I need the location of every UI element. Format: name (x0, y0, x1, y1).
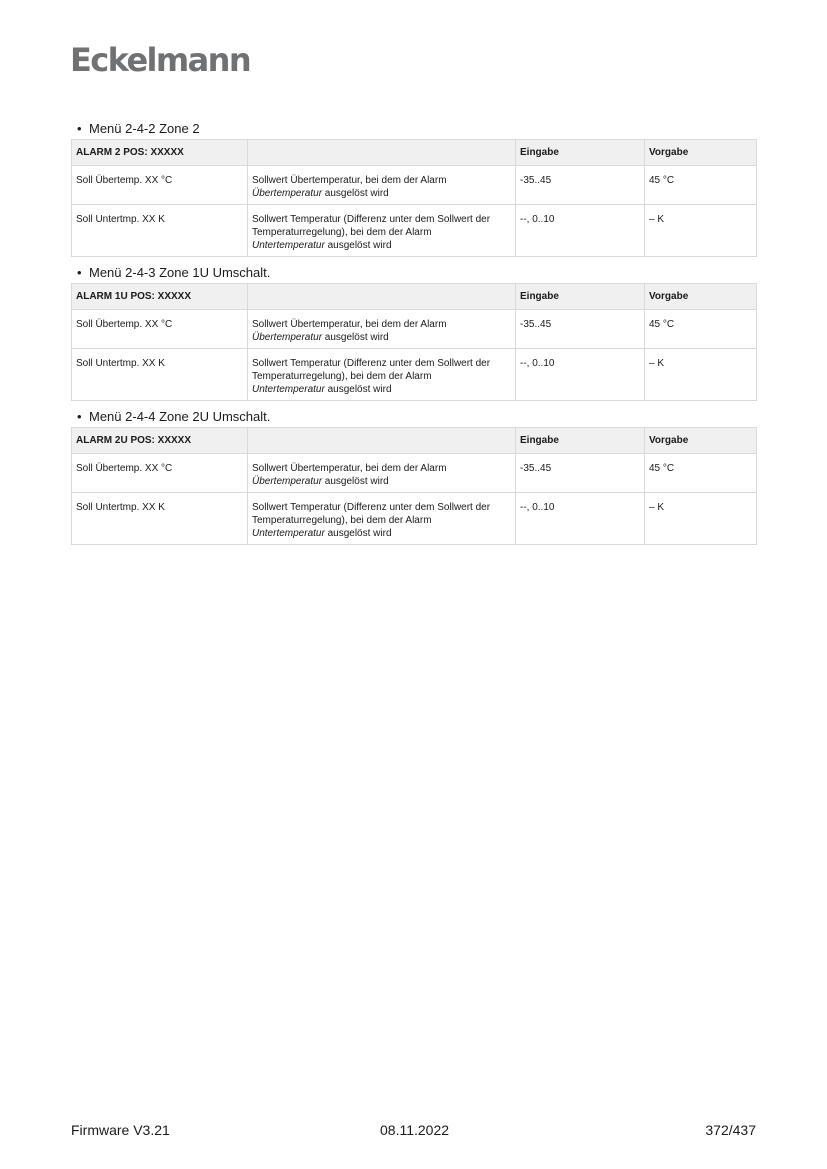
menu-heading-text: Menü 2-4-3 Zone 1U Umschalt. (89, 265, 271, 280)
header-vorgabe: Vorgabe (645, 428, 757, 454)
eckelmann-logo: Eckelmann (70, 41, 251, 79)
param-eingabe: -35..45 (516, 454, 645, 493)
table-header-row (72, 428, 757, 454)
table-row (72, 310, 757, 349)
param-eingabe: -35..45 (516, 310, 645, 349)
table-header-row (72, 140, 757, 166)
table-row (72, 349, 757, 401)
table-row (72, 493, 757, 545)
table-row (72, 454, 757, 493)
param-vorgabe: – K (645, 205, 757, 257)
param-name: Soll Übertemp. XX °C (72, 310, 248, 349)
param-description: Sollwert Übertemperatur, bei dem der Alarm Übertemperatur ausgelöst wird (248, 310, 516, 349)
header-vorgabe: Vorgabe (645, 284, 757, 310)
header-empty (248, 284, 516, 310)
table-title: ALARM 2U POS: XXXXX (72, 428, 248, 454)
param-vorgabe: – K (645, 493, 757, 545)
menu-heading-text: Menü 2-4-4 Zone 2U Umschalt. (89, 409, 271, 424)
param-vorgabe: 45 °C (645, 310, 757, 349)
param-vorgabe: – K (645, 349, 757, 401)
menu-heading (77, 409, 756, 425)
bullet-icon: • (77, 265, 82, 280)
bullet-icon: • (77, 409, 82, 424)
param-eingabe: -35..45 (516, 166, 645, 205)
param-description: Sollwert Übertemperatur, bei dem der Alarm Übertemperatur ausgelöst wird (248, 166, 516, 205)
param-name: Soll Übertemp. XX °C (72, 454, 248, 493)
section-zone-2 (71, 121, 756, 257)
parameter-table (71, 283, 757, 401)
param-description: Sollwert Temperatur (Differenz unter dem Sollwert der Temperaturregelung), bei dem der Alarm Untertemperatur ausgelöst wird (248, 493, 516, 545)
footer-page-number: 372/437 (705, 1122, 756, 1138)
param-name: Soll Untertmp. XX K (72, 349, 248, 401)
section-zone-2u (71, 409, 756, 545)
parameter-table (71, 139, 757, 257)
header-empty (248, 140, 516, 166)
param-description: Sollwert Temperatur (Differenz unter dem Sollwert der Temperaturregelung), bei dem der Alarm Untertemperatur ausgelöst wird (248, 349, 516, 401)
param-vorgabe: 45 °C (645, 166, 757, 205)
table-title: ALARM 1U POS: XXXXX (72, 284, 248, 310)
bullet-icon: • (77, 121, 82, 136)
param-name: Soll Untertmp. XX K (72, 493, 248, 545)
header-eingabe: Eingabe (516, 140, 645, 166)
menu-heading (77, 121, 756, 137)
parameter-table (71, 427, 757, 545)
param-description: Sollwert Übertemperatur, bei dem der Alarm Übertemperatur ausgelöst wird (248, 454, 516, 493)
param-eingabe: --, 0..10 (516, 349, 645, 401)
param-vorgabe: 45 °C (645, 454, 757, 493)
param-name: Soll Übertemp. XX °C (72, 166, 248, 205)
footer-firmware-version: Firmware V3.21 (71, 1122, 170, 1138)
table-row (72, 205, 757, 257)
header-empty (248, 428, 516, 454)
param-eingabe: --, 0..10 (516, 493, 645, 545)
param-name: Soll Untertmp. XX K (72, 205, 248, 257)
table-row (72, 166, 757, 205)
param-description: Sollwert Temperatur (Differenz unter dem Sollwert der Temperaturregelung), bei dem der Alarm Untertemperatur ausgelöst wird (248, 205, 516, 257)
header-eingabe: Eingabe (516, 284, 645, 310)
table-title: ALARM 2 POS: XXXXX (72, 140, 248, 166)
table-header-row (72, 284, 757, 310)
header-eingabe: Eingabe (516, 428, 645, 454)
header-vorgabe: Vorgabe (645, 140, 757, 166)
param-eingabe: --, 0..10 (516, 205, 645, 257)
menu-heading-text: Menü 2-4-2 Zone 2 (89, 121, 200, 136)
section-zone-1u (71, 265, 756, 401)
footer-date: 08.11.2022 (380, 1122, 450, 1138)
menu-heading (77, 265, 756, 281)
